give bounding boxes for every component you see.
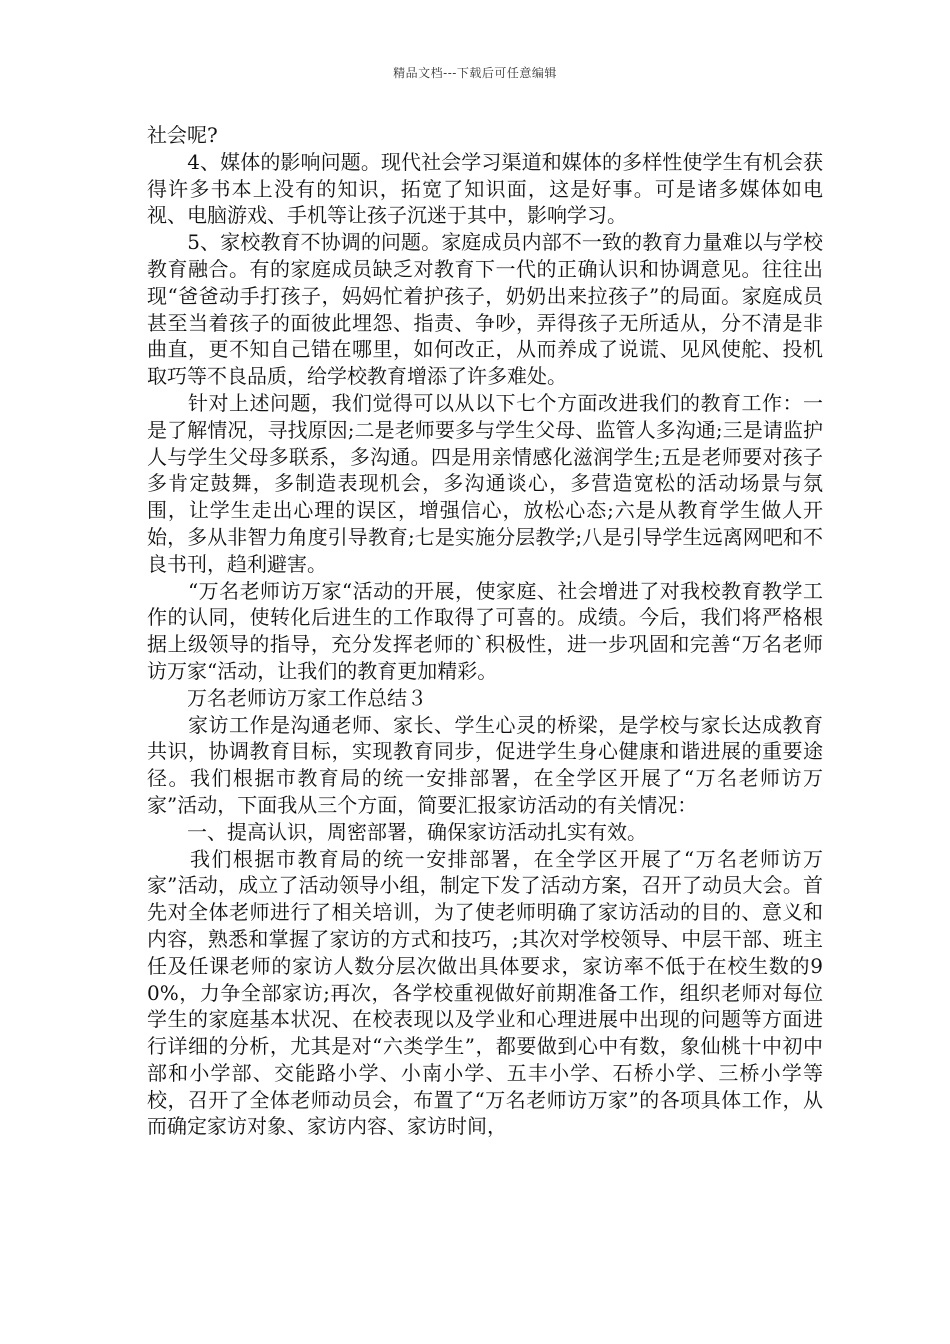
paragraph: “万名老师访万家“活动的开展，使家庭、社会增进了对我校教育教学工作的认同，使转化后进生的工作取得了可喜的。成绩。今后，我们将严格根据上级领导的指导，充分发挥老师的`积极性，进一步巩固和完善“万名老师访万家“活动，让我们的教育更加精彩。: [147, 578, 823, 683]
section-title: 万名老师访万家工作总结３: [147, 685, 427, 710]
page-header: 精品文档---下载后可任意编辑: [393, 66, 557, 80]
paragraph: 家访工作是沟通老师、家长、学生心灵的桥梁，是学校与家长达成教育共识，协调教育目标，实现教育同步，促进学生身心健康和谐进展的重要途径。我们根据市教育局的统一安排部署，在全学区开展了“万名老师访万家”活动，下面我从三个方面，简要汇报家访活动的有关情况：: [147, 712, 823, 817]
document-body: [147, 122, 823, 1140]
paragraph: 5、家校教育不协调的问题。家庭成员内部不一致的教育力量难以与学校教育融合。有的家庭成员缺乏对教育下一代的正确认识和协调意见。往往出现“爸爸动手打孩子，妈妈忙着护孩子，奶奶出来拉孩子”的局面。家庭成员甚至当着孩子的面彼此埋怨、指责、争吵，弄得孩子无所适从，分不清是非曲直，更不知自己错在哪里，如何改正，从而养成了说谎、见风使舵、投机取巧等不良品质，给学校教育增添了许多难处。: [147, 230, 823, 389]
section-heading: 一、提高认识，周密部署，确保家访活动扎实有效。: [147, 819, 647, 844]
paragraph: 社会呢?: [147, 123, 218, 147]
paragraph: 4、媒体的影响问题。现代社会学习渠道和媒体的多样性使学生有机会获得许多书本上没有的知识，拓宽了知识面，这是好事。可是诸多媒体如电视、电脑游戏、手机等让孩子沉迷于其中，影响学习。: [147, 149, 823, 228]
paragraph: 我们根据市教育局的统一安排部署，在全学区开展了“万名老师访万家”活动，成立了活动领导小组，制定下发了活动方案，召开了动员大会。首先对全体老师进行了相关培训，为了使老师明确了家访活动的目的、意义和内容，熟悉和掌握了家访的方式和技巧，;其次对学校领导、中层干部、班主任及任课老师的家访人数分层次做出具体要求，家访率不低于在校生数的90%，力争全部家访;再次，各学校重视做好前期准备工作，组织老师对每位学生的家庭基本状况、在校表现以及学业和心理进展中出现的问题等方面进行详细的分析，尤其是对“六类学生”，都要做到心中有数，象仙桃十中初中部和小学部、交能路小学、小南小学、五丰小学、石桥小学、三桥小学等校，召开了全体老师动员会，布置了“万名老师访万家”的各项具体工作，从而确定家访对象、家访内容、家访时间，: [147, 846, 823, 1139]
paragraph: 针对上述问题，我们觉得可以从以下七个方面改进我们的教育工作：一是了解情况，寻找原因;二是老师要多与学生父母、监管人多沟通;三是请监护人与学生父母多联系，多沟通。四是用亲情感化滋润学生;五是老师要对孩子多肯定鼓舞，多制造表现机会，多沟通谈心，多营造宽松的活动场景与氛围，让学生走出心理的误区，增强信心，放松心态;六是从教育学生做人开始，多从非智力角度引导教育;七是实施分层教学;八是引导学生远离网吧和不良书刊，趋利避害。: [147, 390, 823, 576]
